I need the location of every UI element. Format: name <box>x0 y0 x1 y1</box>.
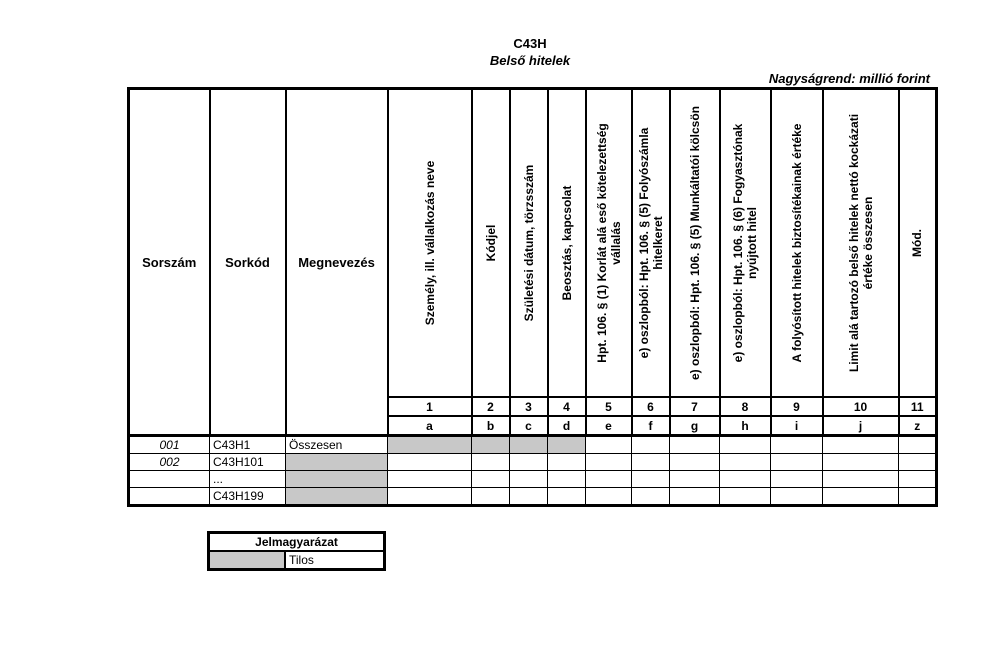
data-cell[interactable] <box>510 488 548 506</box>
unit-label: Nagyságrend: millió forint <box>768 71 930 86</box>
data-cell[interactable] <box>586 436 632 454</box>
column-letter: h <box>720 416 771 436</box>
data-cell[interactable] <box>823 454 899 471</box>
column-letter: j <box>823 416 899 436</box>
data-cell[interactable] <box>586 488 632 506</box>
header-sorszam: Sorszám <box>129 89 210 436</box>
row-megnevezes <box>286 454 388 471</box>
row-sorkod: ... <box>210 471 286 488</box>
column-letter: i <box>771 416 823 436</box>
row-sorszam <box>129 471 210 488</box>
data-cell[interactable] <box>388 471 472 488</box>
column-number: 5 <box>586 397 632 416</box>
data-cell[interactable] <box>670 471 720 488</box>
table-row <box>129 454 937 471</box>
column-number: 1 <box>388 397 472 416</box>
column-header: e) oszlopból: Hpt. 106. § (6) Fogyasztónak nyújtott hitel <box>720 89 771 398</box>
table-row <box>129 488 937 506</box>
column-number: 4 <box>548 397 586 416</box>
column-number: 6 <box>632 397 670 416</box>
row-sorkod: C43H1 <box>210 436 286 454</box>
column-header: Születési dátum, törzsszám <box>510 89 548 398</box>
row-megnevezes <box>286 471 388 488</box>
data-cell[interactable] <box>720 471 771 488</box>
data-cell[interactable] <box>632 488 670 506</box>
data-cell[interactable] <box>632 471 670 488</box>
column-header: Kódjel <box>472 89 510 398</box>
column-number: 8 <box>720 397 771 416</box>
data-cell[interactable] <box>586 471 632 488</box>
cell-forbidden <box>388 436 472 454</box>
column-number: 2 <box>472 397 510 416</box>
column-number: 9 <box>771 397 823 416</box>
column-number: 10 <box>823 397 899 416</box>
row-sorszam: 001 <box>129 436 210 454</box>
row-megnevezes <box>286 488 388 506</box>
data-cell[interactable] <box>899 471 937 488</box>
data-cell[interactable] <box>771 436 823 454</box>
data-cell[interactable] <box>388 454 472 471</box>
data-cell[interactable] <box>771 488 823 506</box>
data-cell[interactable] <box>771 471 823 488</box>
legend-title: Jelmagyarázat <box>209 533 385 552</box>
data-cell[interactable] <box>472 488 510 506</box>
row-sorszam <box>129 488 210 506</box>
data-cell[interactable] <box>548 471 586 488</box>
column-letter: z <box>899 416 937 436</box>
column-letter: d <box>548 416 586 436</box>
table-row <box>129 436 937 454</box>
column-header: e) oszlopból: Hpt. 106. § (5) Munkáltatói kölcsön <box>670 89 720 398</box>
row-megnevezes: Összesen <box>286 436 388 454</box>
row-sorkod: C43H199 <box>210 488 286 506</box>
data-cell[interactable] <box>548 454 586 471</box>
data-cell[interactable] <box>823 471 899 488</box>
column-header: Személy, ill. vállalkozás neve <box>388 89 472 398</box>
column-header: Beosztás, kapcsolat <box>548 89 586 398</box>
cell-forbidden <box>472 436 510 454</box>
column-header: A folyósított hitelek biztosítékainak értéke <box>771 89 823 398</box>
column-header: e) oszlopból: Hpt. 106. § (5) Folyószámla hitelkeret <box>632 89 670 398</box>
column-header: Mód. <box>899 89 937 398</box>
data-cell[interactable] <box>720 454 771 471</box>
data-cell[interactable] <box>586 454 632 471</box>
report-title: Belső hitelek <box>489 53 571 68</box>
data-cell[interactable] <box>720 488 771 506</box>
data-cell[interactable] <box>823 488 899 506</box>
column-number: 11 <box>899 397 937 416</box>
row-sorszam: 002 <box>129 454 210 471</box>
column-number: 3 <box>510 397 548 416</box>
column-header: Limit alá tartozó belső hitelek nettó kockázati értéke összesen <box>823 89 899 398</box>
column-letter: c <box>510 416 548 436</box>
column-letter: e <box>586 416 632 436</box>
data-cell[interactable] <box>899 454 937 471</box>
cell-forbidden <box>510 436 548 454</box>
column-letter: f <box>632 416 670 436</box>
data-cell[interactable] <box>771 454 823 471</box>
cell-forbidden <box>548 436 586 454</box>
data-cell[interactable] <box>510 454 548 471</box>
column-number: 7 <box>670 397 720 416</box>
data-cell[interactable] <box>472 454 510 471</box>
legend <box>207 531 386 571</box>
row-sorkod: C43H101 <box>210 454 286 471</box>
report-code: C43H <box>513 36 547 51</box>
data-cell[interactable] <box>510 471 548 488</box>
data-cell[interactable] <box>548 488 586 506</box>
column-letter: b <box>472 416 510 436</box>
data-cell[interactable] <box>632 436 670 454</box>
data-cell[interactable] <box>720 436 771 454</box>
data-cell[interactable] <box>823 436 899 454</box>
legend-label: Tilos <box>285 551 385 570</box>
legend-swatch <box>209 551 286 570</box>
data-cell[interactable] <box>670 488 720 506</box>
column-header: Hpt. 106. § (1) Korlát alá eső kötelezettség vállalás <box>586 89 632 398</box>
data-cell[interactable] <box>899 436 937 454</box>
data-cell[interactable] <box>632 454 670 471</box>
credit-table <box>127 87 938 507</box>
data-cell[interactable] <box>472 471 510 488</box>
data-cell[interactable] <box>899 488 937 506</box>
data-cell[interactable] <box>670 436 720 454</box>
data-cell[interactable] <box>670 454 720 471</box>
data-cell[interactable] <box>388 488 472 506</box>
table-row <box>129 471 937 488</box>
column-letter: a <box>388 416 472 436</box>
header-sorkod: Sorkód <box>210 89 286 436</box>
header-megnevezes: Megnevezés <box>286 89 388 436</box>
column-letter: g <box>670 416 720 436</box>
